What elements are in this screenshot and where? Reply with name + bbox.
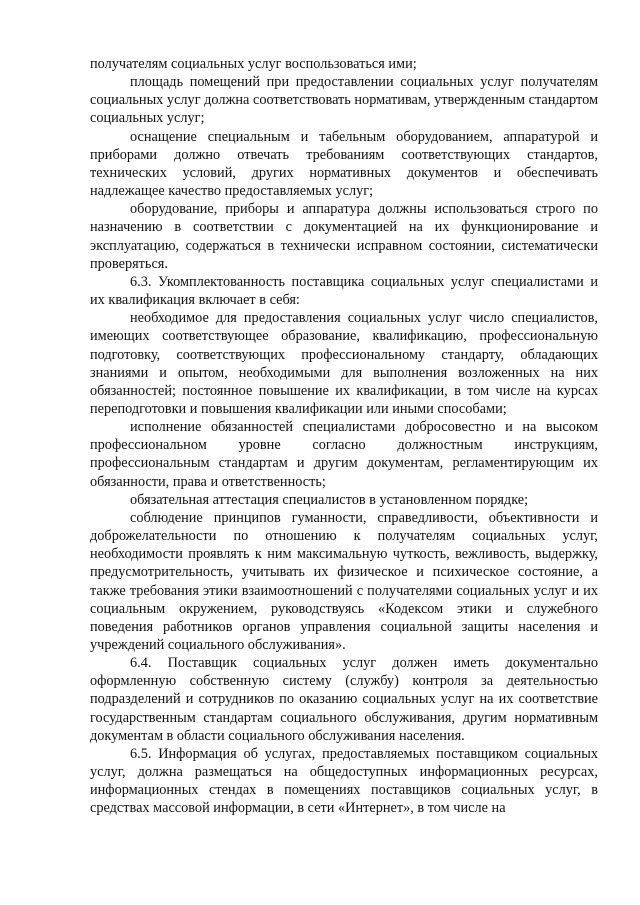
paragraph-principles: соблюдение принципов гуманности, справедливости, объективности и доброжелательности по отношению к получателям социальных услуг, необходимости проявлять к ним максимальную чуткость, вежливость, выдержку, предусмотрительность, учитывать их физическое и психическое состояние, а также требования этики взаимоотношений с получателями социальных услуг и их социальным окружением, руководствуясь «Кодексом этики и служебного поведения работников органов управления социальной защиты населения и учреждений социального обслуживания».	[90, 509, 598, 653]
paragraph-premises-area: площадь помещений при предоставлении социальных услуг получателям социальных услуг должна соответствовать нормативам, утвержденным стандартом социальных услуг;	[90, 74, 598, 127]
paragraph-equipment-usage: оборудование, приборы и аппаратура должны использоваться строго по назначению в соответствии с документацией на их функционирование и эксплуатацию, содержаться в технически исправном состоянии, систематически проверяться.	[90, 201, 598, 272]
paragraph-continuation: получателям социальных услуг воспользоваться ими;	[90, 56, 417, 72]
paragraph-section-6-5: 6.5. Информация об услугах, предоставляемых поставщиком социальных услуг, должна размещаться на общедоступных информационных ресурсах, информационных стендах в помещениях поставщиков социальных услуг, в средствах массовой информации, в сети «Интернет», в том числе на	[90, 745, 598, 817]
paragraph-certification: обязательная аттестация специалистов в установленном порядке;	[130, 491, 529, 508]
paragraph-section-6-3: 6.3. Укомплектованность поставщика социальных услуг специалистами и их квалификация включает в себя:	[90, 273, 598, 309]
paragraph-section-6-4: 6.4. Поставщик социальных услуг должен иметь документально оформленную собственную систему (службу) контроля за деятельностью подразделений и сотрудников по оказанию социальных услуг на их соответствие государственным стандартам социального обслуживания, другим нормативным документам в области социального обслуживания населения.	[90, 655, 598, 744]
paragraph-equipment: оснащение специальным и табельным оборудованием, аппаратурой и приборами должно отвечать требованиям соответствующих стандартов, технических условий, других нормативных документов и обеспечивать надлежащее качество предоставляемых услуг;	[90, 128, 598, 200]
paragraph-specialists: необходимое для предоставления социальных услуг число специалистов, имеющих соответствующее образование, квалификацию, профессиональную подготовку, соответствующих профессиональному стандарту, обладающих знаниями и опытом, необходимыми для выполнения возложенных на них обязанностей; постоянное повышение их квалификации, в том числе на курсах переподготовки и повышения квалификации или иными способами;	[90, 310, 598, 417]
paragraph-duties: исполнение обязанностей специалистами добросовестно и на высоком профессиональном уровне согласно должностным инструкциям, профессиональным стандартам и другим документам, регламентирующим их обязанности, права и ответственность;	[90, 419, 598, 490]
document-page	[90, 55, 598, 818]
